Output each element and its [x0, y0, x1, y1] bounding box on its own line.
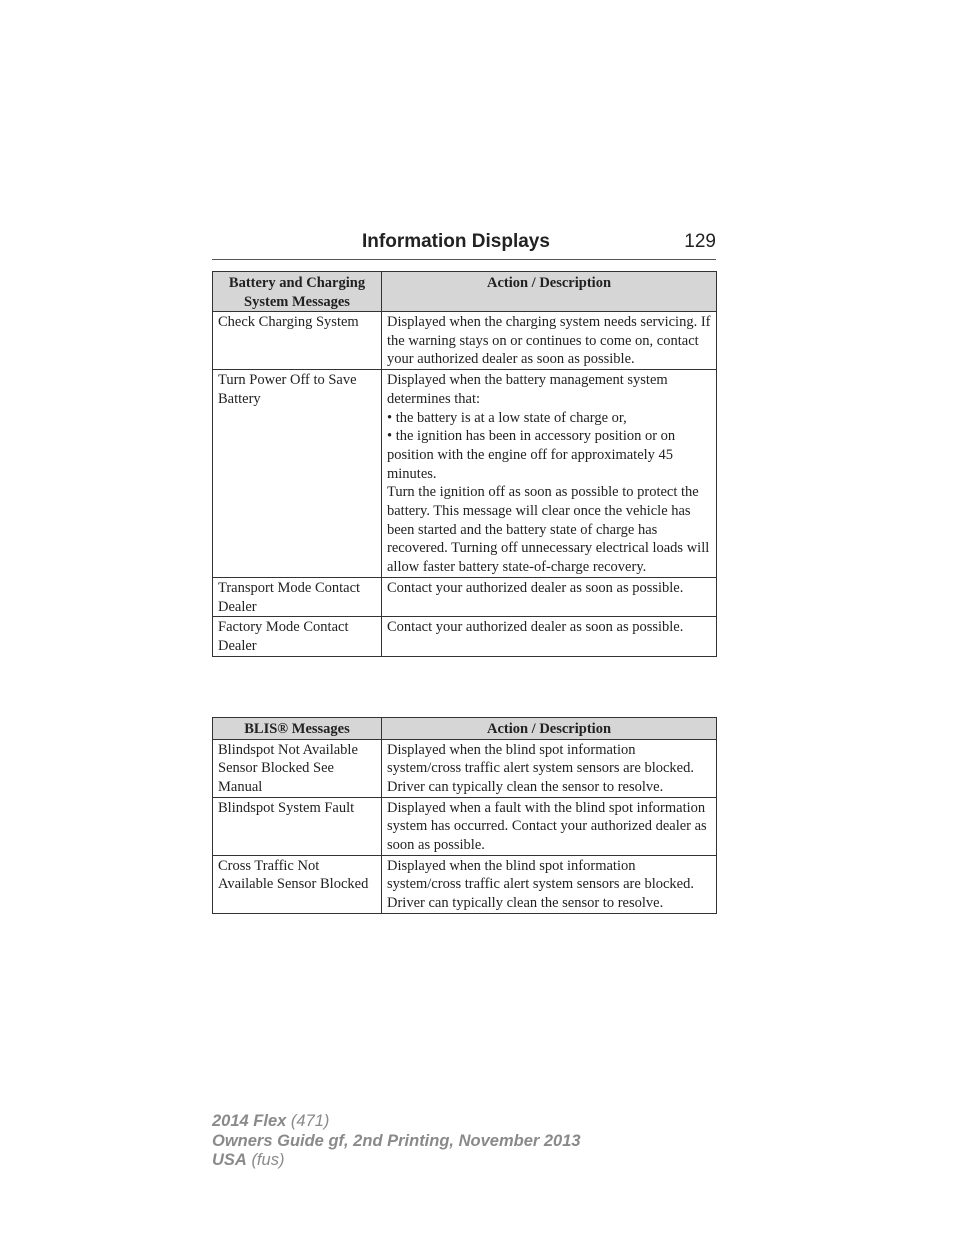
message-cell: Factory Mode Contact Dealer	[213, 617, 382, 656]
message-cell: Blindspot Not Available Sensor Blocked See Manual	[213, 739, 382, 797]
footer-model-code: (471)	[290, 1112, 330, 1130]
message-cell: Cross Traffic Not Available Sensor Blocked	[213, 855, 382, 913]
table-row	[213, 855, 717, 913]
footer-guide: Owners Guide gf, 2nd Printing, November 2013	[212, 1131, 581, 1150]
description-text: Displayed when the battery management system determines that:	[387, 372, 668, 407]
column-header-messages: Battery and Charging System Messages	[213, 272, 382, 312]
footer-model-line	[212, 1112, 581, 1132]
bullet-item: • the ignition has been in accessory position or on position with the engine off for approximately 45 minutes.	[387, 428, 676, 482]
footer-region-code: (fus)	[251, 1151, 285, 1169]
table-header-row	[213, 718, 717, 740]
page-footer	[212, 1112, 581, 1171]
page-number: 129	[684, 231, 716, 252]
description-cell	[382, 370, 717, 578]
description-text: Turn the ignition off as soon as possible to protect the battery. This message will clear once the vehicle has been started and the battery state of charge has recovered. Turning off unnecessary electrical loads will allow faster battery state-of-charge recovery.	[387, 484, 710, 576]
footer-region: USA	[212, 1151, 247, 1169]
bullet-item: • the battery is at a low state of charge or,	[387, 409, 627, 426]
footer-region-line	[212, 1151, 581, 1171]
page-header	[212, 229, 716, 260]
description-cell	[382, 617, 717, 656]
message-cell: Check Charging System	[213, 312, 382, 370]
description-cell	[382, 739, 717, 797]
table-row	[213, 312, 717, 370]
footer-model: 2014 Flex	[212, 1112, 287, 1130]
table-row	[213, 370, 717, 578]
message-cell: Turn Power Off to Save Battery	[213, 370, 382, 578]
description-text: Displayed when the charging system needs servicing. If the warning stays on or continues to come on, contact your authorized dealer as soon as possible.	[387, 314, 711, 368]
description-text: Contact your authorized dealer as soon as possible.	[387, 619, 684, 636]
battery-messages-table	[212, 271, 717, 657]
message-cell: Transport Mode Contact Dealer	[213, 577, 382, 616]
description-cell	[382, 855, 717, 913]
description-text: Displayed when the blind spot information system/cross traffic alert system sensors are blocked. Driver can typically clean the sensor to resolve.	[387, 741, 694, 795]
description-cell	[382, 797, 717, 855]
column-header-action: Action / Description	[382, 718, 717, 740]
table-row	[213, 577, 717, 616]
description-text: Contact your authorized dealer as soon as possible.	[387, 579, 684, 596]
description-cell	[382, 312, 717, 370]
table-header-row	[213, 272, 717, 312]
description-cell	[382, 577, 717, 616]
table-row	[213, 617, 717, 656]
column-header-messages: BLIS® Messages	[213, 718, 382, 740]
table-row	[213, 797, 717, 855]
section-title: Information Displays	[362, 231, 550, 252]
table-row	[213, 739, 717, 797]
description-text: Displayed when a fault with the blind spot information system has occurred. Contact your authorized dealer as soon as possible.	[387, 799, 707, 854]
column-header-action: Action / Description	[382, 272, 717, 312]
message-cell: Blindspot System Fault	[213, 797, 382, 855]
blis-messages-table	[212, 717, 717, 914]
description-text: Displayed when the blind spot information system/cross traffic alert system sensors are blocked. Driver can typically clean the sensor to resolve.	[387, 857, 694, 912]
